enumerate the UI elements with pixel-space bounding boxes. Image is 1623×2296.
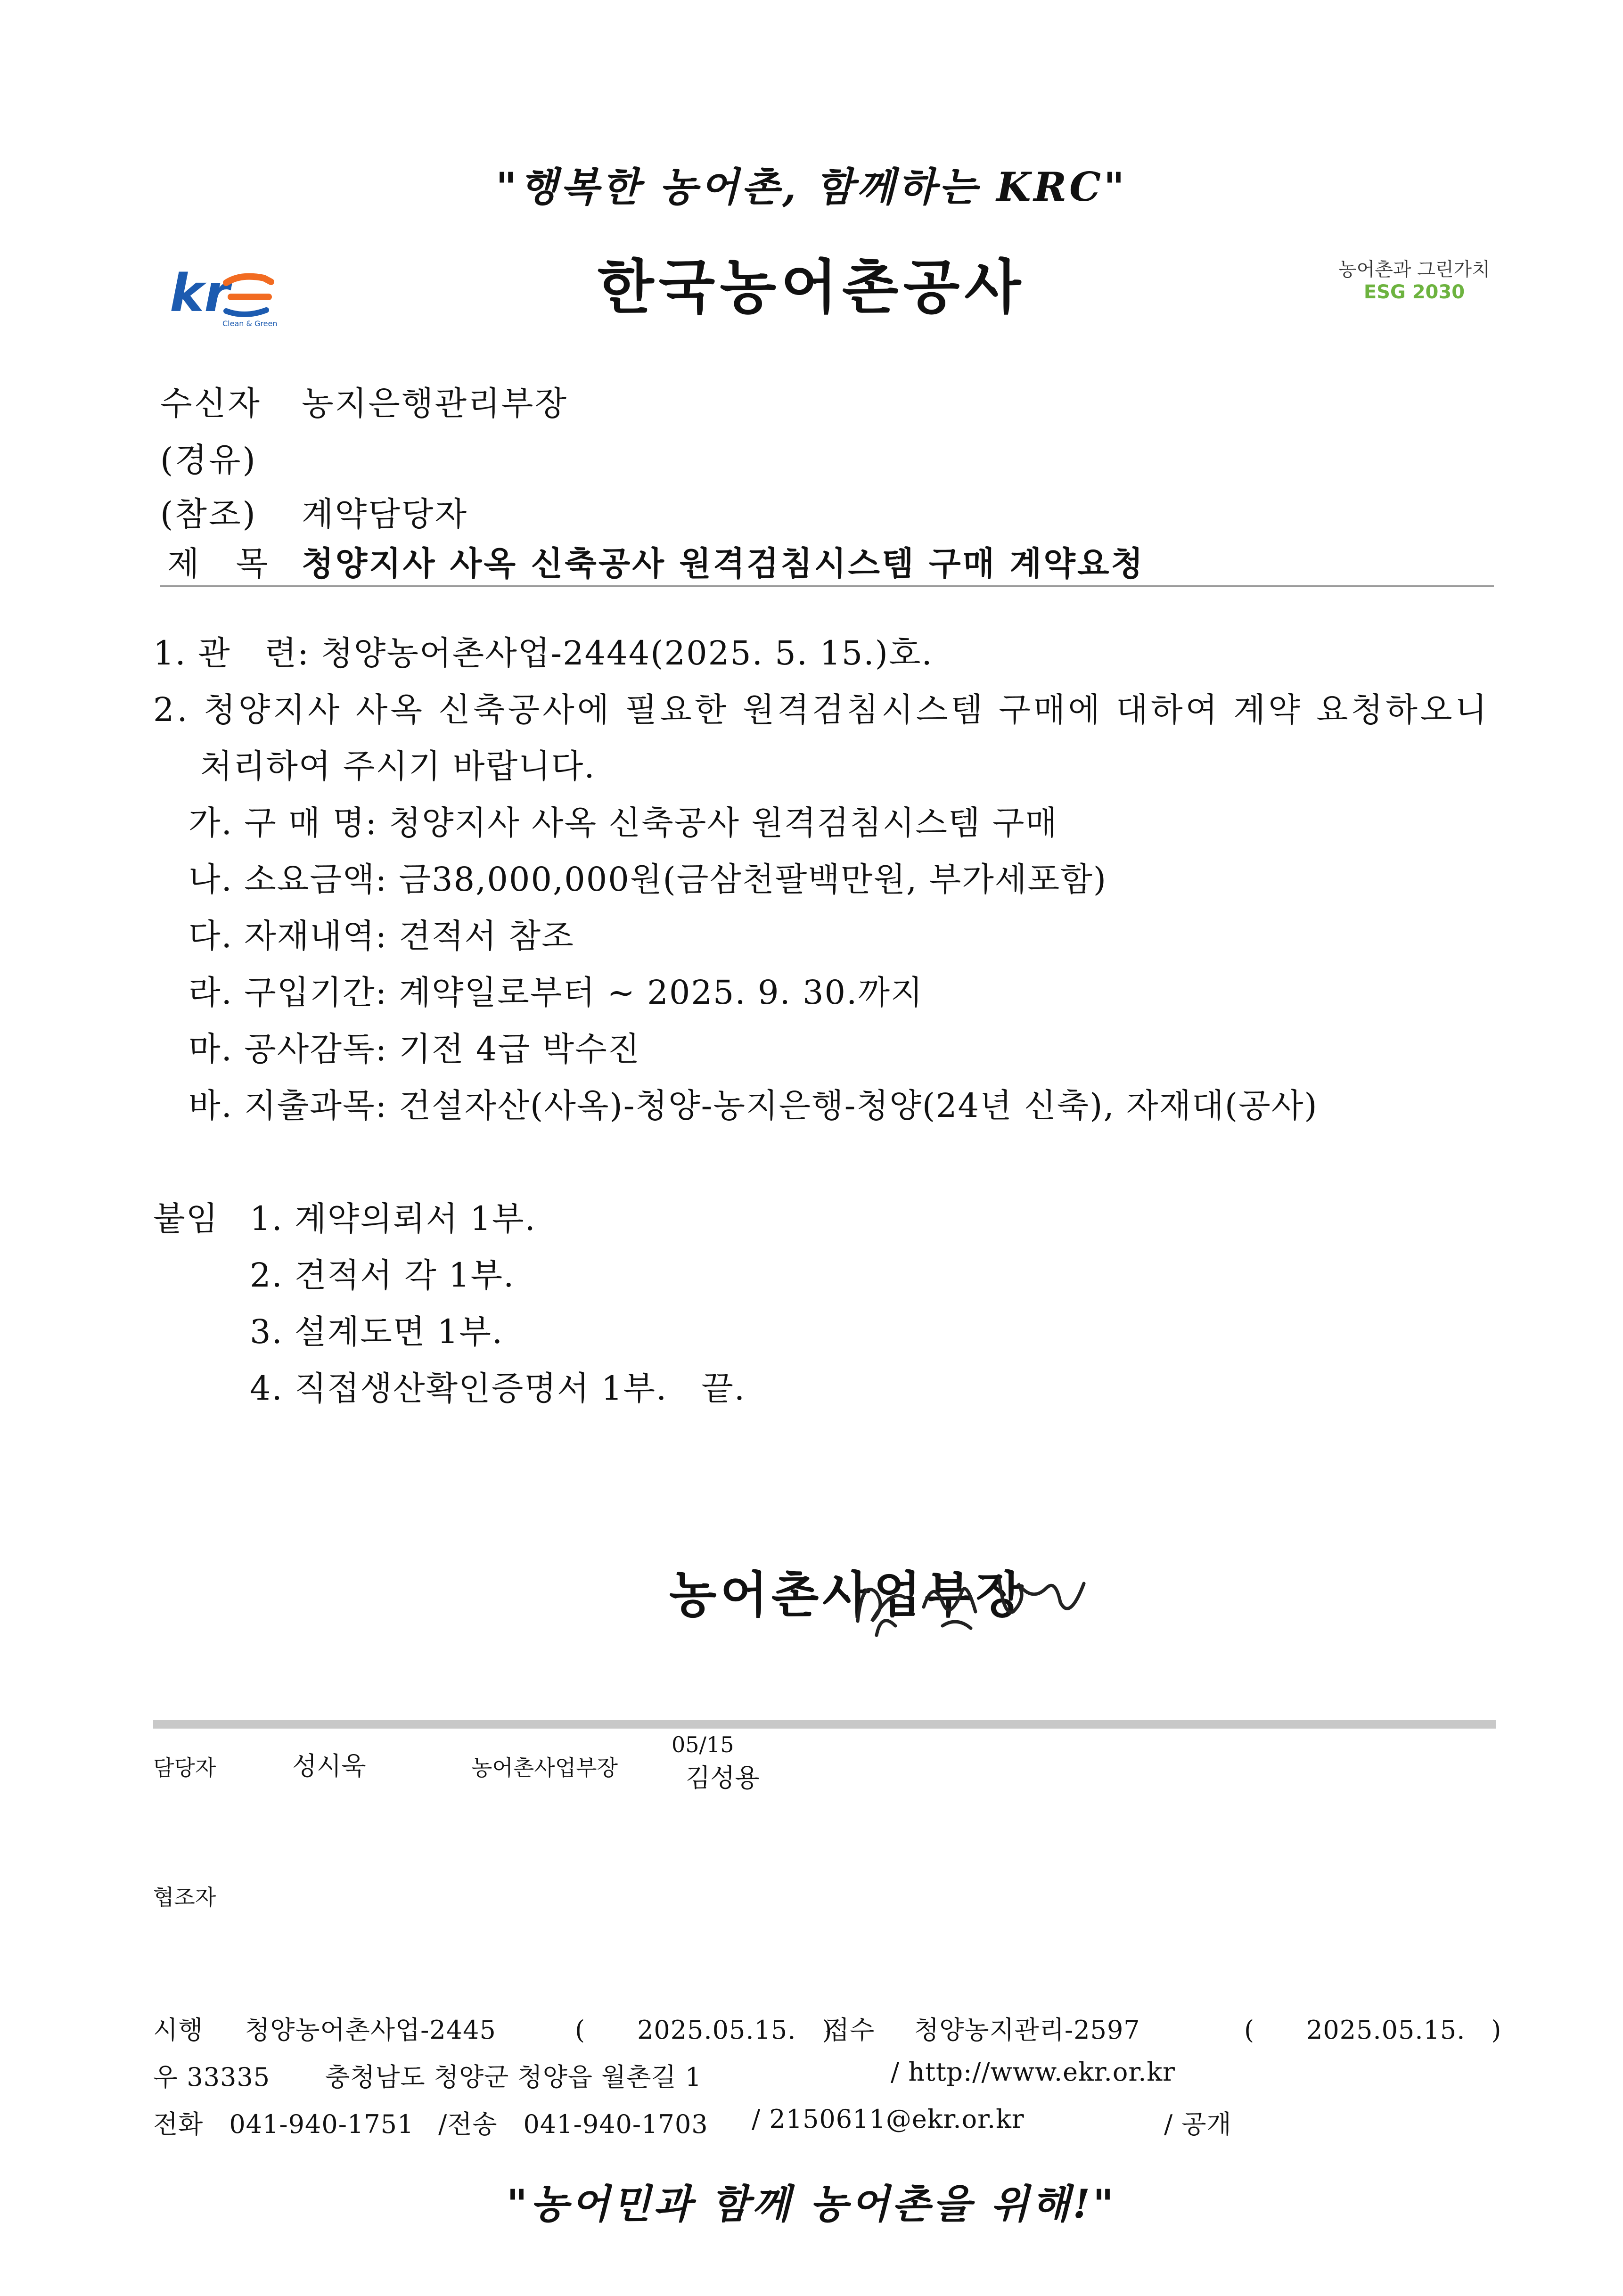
receipt-label: 접수: [825, 2015, 875, 2045]
staff-name: 성시욱: [292, 1751, 366, 1781]
via-label: (경유): [160, 441, 257, 479]
recipient-row: [160, 377, 568, 425]
head-name: 김성용: [686, 1763, 760, 1793]
recipient-value: 농지은행관리부장: [302, 384, 568, 423]
phone: 전화 041-940-1751: [153, 2109, 414, 2139]
esg-logo: [1338, 254, 1490, 303]
receipt-date: ( 2025.05.15. ): [1244, 2015, 1502, 2045]
krc-logo-sub: Clean & Green: [222, 319, 278, 328]
esg-logo-bottom: ESG 2030: [1363, 281, 1465, 303]
subject-divider: [160, 585, 1494, 587]
exec-label: 시행: [153, 2015, 204, 2045]
attachment-item: 4. 직접생산확인증명서 1부. 끝.: [250, 1369, 746, 1408]
zip-code: 우 33335: [153, 2062, 270, 2092]
ref-row: [160, 488, 468, 535]
via-row: [160, 434, 302, 481]
attachments-label: 붙임: [153, 1199, 219, 1238]
signature-image: [848, 1550, 1093, 1647]
ref-value: 계약담당자: [302, 495, 468, 533]
sender-title: 농어촌사업부장: [669, 1566, 1027, 1624]
approval-divider: [153, 1720, 1496, 1729]
org-name: 한국농어촌공사: [597, 253, 1026, 321]
fax: /전송 041-940-1703: [438, 2109, 708, 2139]
receipt-number: 청양농지관리-2597: [914, 2015, 1140, 2045]
subject-row: [167, 537, 1145, 585]
email-link[interactable]: / 2150611@ekr.or.kr: [752, 2104, 1025, 2134]
staff-label: 담당자: [153, 1755, 216, 1780]
item-supervisor: 마. 공사감독: 기전 4급 박수진: [189, 1030, 641, 1068]
exec-date: ( 2025.05.15. ): [575, 2015, 833, 2045]
attachment-item: 2. 견적서 각 1부.: [250, 1256, 515, 1295]
body-line-request-cont: 처리하여 주시기 바랍니다.: [200, 747, 596, 786]
head-label: 농어촌사업부장: [471, 1755, 618, 1780]
recipient-label: 수신자: [160, 384, 262, 423]
subject-value: 청양지사 사옥 신축공사 원격검침시스템 구매 계약요청: [302, 544, 1145, 583]
body-line-related: 1. 관 련: 청양농어촌사업-2444(2025. 5. 15.)호.: [153, 634, 933, 672]
ref-label: (참조): [160, 495, 257, 533]
item-expense: 바. 지출과목: 건설자산(사옥)-청양-농지은행-청양(24년 신축), 자재대(공사): [189, 1086, 1318, 1125]
attachment-item: 3. 설계도면 1부.: [250, 1312, 504, 1351]
attachment-item: 1. 계약의뢰서 1부.: [250, 1199, 536, 1238]
item-purchase-name: 가. 구 매 명: 청양지사 사옥 신축공사 원격검침시스템 구매: [189, 804, 1058, 842]
subject-label: 제 목: [167, 544, 270, 583]
esg-logo-top: 농어촌과 그린가치: [1338, 259, 1490, 280]
item-amount: 나. 소요금액: 금38,000,000원(금삼천팔백만원, 부가세포함): [189, 860, 1107, 899]
head-approval-date: 05/15: [672, 1732, 734, 1757]
website-link[interactable]: / http://www.ekr.or.kr: [891, 2057, 1175, 2087]
disclosure-status: / 공개: [1164, 2109, 1232, 2139]
exec-number: 청양농어촌사업-2445: [245, 2015, 496, 2045]
top-slogan: "행복한 농어촌, 함께하는 KRC": [496, 164, 1127, 210]
address: 충청남도 청양군 청양읍 월촌길 1: [325, 2062, 702, 2092]
bottom-slogan: "농어민과 함께 농어촌을 위해!": [507, 2181, 1116, 2227]
item-materials: 다. 자재내역: 견적서 참조: [189, 917, 574, 955]
body-line-request: 2. 청양지사 사옥 신축공사에 필요한 원격검침시스템 구매에 대하여 계약 요청하오니: [153, 690, 1490, 729]
item-period: 라. 구입기간: 계약일로부터 ~ 2025. 9. 30.까지: [189, 973, 924, 1012]
krc-logo-text: kr: [170, 264, 230, 323]
cooperator-label: 협조자: [153, 1885, 216, 1910]
